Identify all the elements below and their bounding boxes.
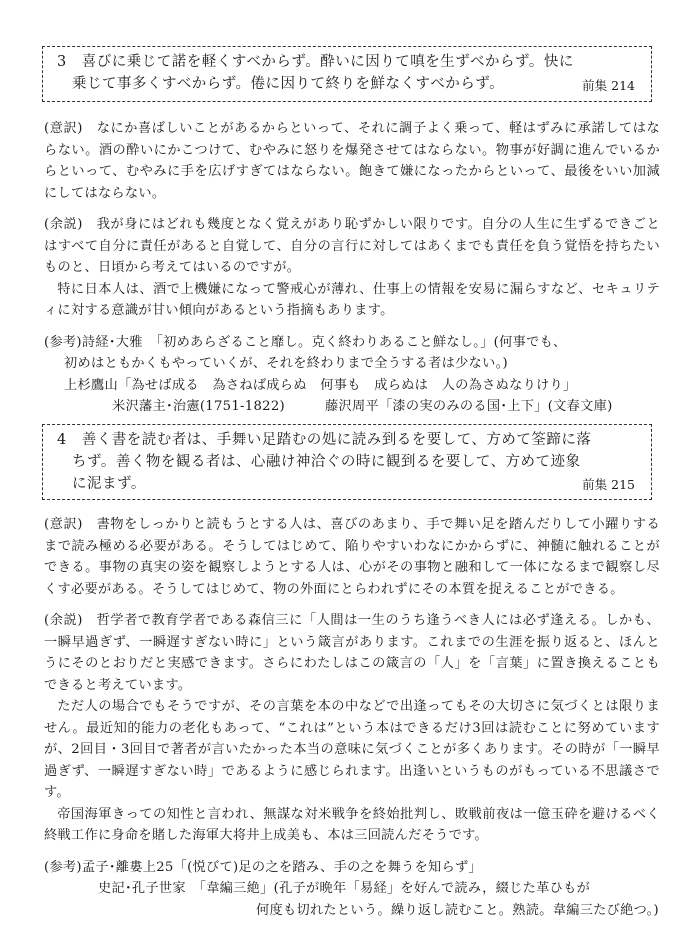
entry-2-ref-1: (参考)孟子･離婁上25「(悦びて)足の之を踏み、手の之を舞うを知らず」 <box>44 859 482 875</box>
entry-2-ref-3: 何度も切れたという。繰り返し読むこと。熟読。韋編三たび絶つ。) <box>256 902 659 918</box>
entry-2-comment-2: ただ人の場合でもそうですが、その言葉を本の中などで出逢ってもその大切さに気づくとは限りません。最近知的能力の老化もあって、“これは”という本はできるだけ3回は読むことに努めていますが、2回目・3回目で著者が言いたかった本当の意味に気づくことが多くあります。その時が「一瞬早過ぎず、一瞬遅すぎない時」であるように感じられます。出逢いというものがもっている不思議さです。 <box>44 699 660 800</box>
entry-2-line-2: ちず。善く物を観る者は、心融け神洽ぐの時に観到るを要して、方めて迹象 <box>57 454 581 470</box>
entry-1-ref-2: 初めはともかくもやっていくが、それを終わりまで全うする者は少ない。) <box>64 356 508 371</box>
entry-1-ref-4a: 米沢藩主･治憲(1751-1822) <box>112 399 285 414</box>
entry-1-ref-1: (参考)詩経･大雅 「初めあらざること靡し。克く終わりあること鮮なし。」(何事でも、 <box>44 334 567 350</box>
entry-2-source: 前集 215 <box>582 477 635 492</box>
entry-2-body <box>44 514 660 921</box>
entry-1-box <box>42 46 652 102</box>
entry-1-ref-3: 上杉鷹山「為せば成る 為さねば成らぬ 何事も 成らぬは 人の為さぬなりけり」 <box>64 377 577 393</box>
entry-1-ref-4 <box>44 396 660 418</box>
entry-2-line-3: に泥まず。 <box>57 476 146 492</box>
entry-2-comment-1: (余説) 哲学者で教育学者である森信三に「人間は一生のうち逢うべき人には必ず逢える。しかも、一瞬早過ぎず、一瞬遅すぎない時に」という箴言があります。これまでの生涯を振り返ると、ほんとうにそのとおりだと実感できます。さらにわたしはこの箴言の「人」を「言葉」に置き換えることもできると考えています。 <box>44 613 660 693</box>
entry-2-comment-3: 帝国海軍きっての知性と言われ、無謀な対米戦争を終始批判し、敗戦前夜は一億玉砕を避けるべく終戦工作に身命を賭した海軍大将井上成美も、本は三回読んだそうです。 <box>44 806 660 843</box>
entry-2-refs <box>44 857 660 922</box>
entry-1-ref-4b: 藤沢周平「漆の実のみのる国･上下」(文春文庫) <box>325 399 613 414</box>
entry-1-line-2: 乗じて事多くすべからず。倦に因りて終りを鮮なくすべからず。 <box>57 76 505 92</box>
entry-2-box <box>42 424 652 500</box>
entry-1-line-1: 3 喜びに乗じて諾を軽くすべからず。酔いに因りて嗔を生ずべからず。快に <box>57 54 574 70</box>
entry-1-source: 前集 214 <box>582 78 635 93</box>
entry-1-body <box>44 118 660 418</box>
entry-2-translation: (意訳) 書物をしっかりと読もうとする人は、喜びのあまり、手で舞い足を踏んだりして小躍りするまで読み極める必要がある。そうしてはじめて、陥りやすいわなにかからずに、神髄に触れることができる。事物の真実の姿を観察しようとする人は、心がその事物と融和して一体になるまで観察し尽くす必要がある。そうしてはじめて、物の外面にとらわれずにその本質を捉えることができる。 <box>44 517 660 597</box>
entry-1-comment-2: 特に日本人は、酒で上機嫌になって警戒心が薄れ、仕事上の情報を安易に漏らすなど、セキュリティに対する意識が甘い傾向があるという指摘もあります。 <box>44 281 660 318</box>
entry-1-refs <box>44 332 660 418</box>
entry-2-line-1: 4 善く書を読む者は、手舞い足踏むの処に読み到るを要して、方めて筌蹄に落 <box>57 432 592 448</box>
entry-2-ref-2: 史記･孔子世家 「韋編三絶」(孔子が晩年「易経」を好んで読み，綴じた革ひもが <box>98 881 591 896</box>
entry-1-translation: (意訳) なにか喜ばしいことがあるからといって、それに調子よく乗って、軽はずみに承諾してはならない。酒の酔いにかこつけて、むやみに怒りを爆発させてはならない。物事が好調に進んでいるからといって、むやみに手を広げすぎてはならない。飽きて嫌になったからといって、最後をいい加減にしてはならない。 <box>44 121 660 201</box>
entry-1-comment-1: (余説) 我が身にはどれも幾度となく覚えがあり恥ずかしい限りです。自分の人生に生ずるできごとはすべて自分に責任があると自覚して、自分の言行に対してはあくまでも責任を負う覚悟を持ちたいものと、日頃から考えてはいるのですが。 <box>44 217 660 275</box>
